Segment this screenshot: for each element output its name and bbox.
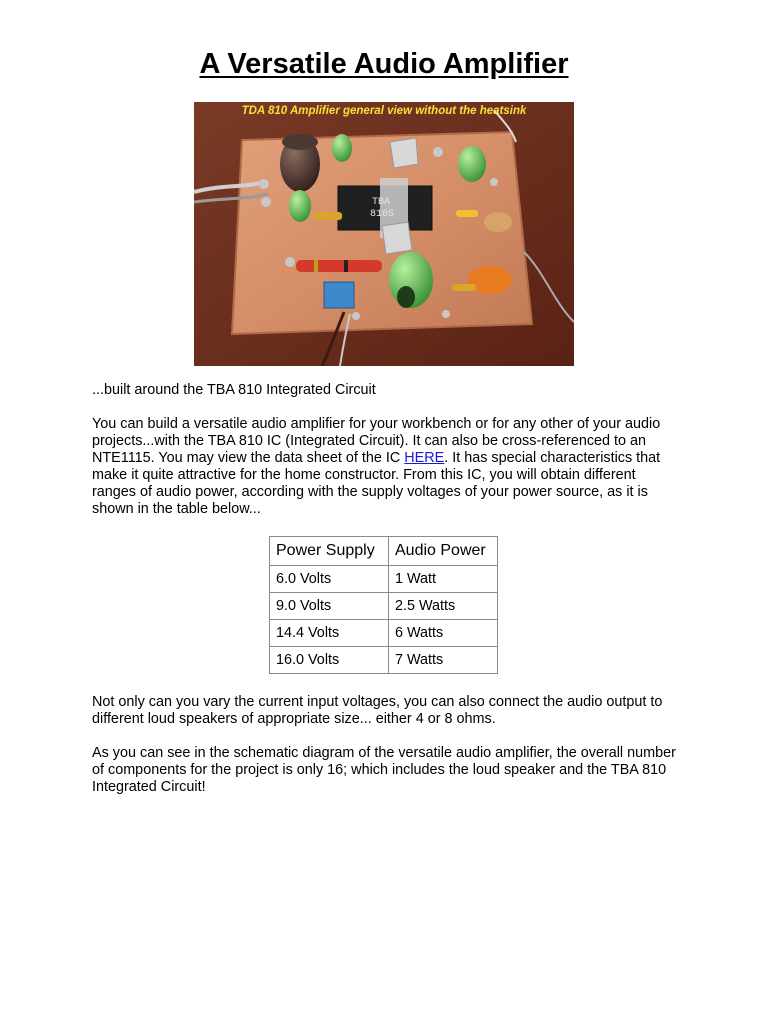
cell-audio-power: 2.5 Watts	[389, 593, 498, 620]
cell-audio-power: 7 Watts	[389, 647, 498, 674]
chip-marking: TBA	[372, 197, 391, 208]
paragraph-text-cont: . It has special characteristics that make it quite attractive for the home constructor. From this IC, you will obtain different ranges of audio power, according with the supply voltages of your power source, as it is shown in the table below...	[92, 450, 661, 517]
paragraph-components: As you can see in the schematic diagram of the versatile audio amplifier, the overall number of components for the project is only 16; which includes the loud speaker and the TBA 810 Integrated Circuit!	[92, 745, 676, 795]
chip-marking-2: 810S	[370, 209, 395, 220]
table-row	[270, 647, 498, 674]
photo-caption: TDA 810 Amplifier general view without the heatsink	[241, 105, 527, 117]
table-row	[270, 593, 498, 620]
column-header-power-supply: Power Supply	[270, 537, 389, 566]
cell-power-supply: 9.0 Volts	[270, 593, 389, 620]
paragraph-intro	[92, 416, 680, 518]
paragraph-speakers: Not only can you vary the current input voltages, you can also connect the audio output to different loud speakers of appropriate size... either 4 or 8 ohms.	[92, 694, 663, 727]
page-title: A Versatile Audio Amplifier	[199, 48, 569, 80]
paragraph-text: You can build a versatile audio amplifier for your workbench or for any other of your audio projects...with the TBA 810 IC (Integrated Circuit). It can also be cross-referenced to an NTE1115. You may view the data sheet of the IC	[92, 416, 661, 466]
cell-power-supply: 14.4 Volts	[270, 620, 389, 647]
cell-power-supply: 16.0 Volts	[270, 647, 389, 674]
intro-line: ...built around the TBA 810 Integrated Circuit	[92, 382, 376, 398]
cell-power-supply: 6.0 Volts	[270, 566, 389, 593]
datasheet-link[interactable]: HERE	[404, 450, 445, 466]
amplifier-board-image	[194, 102, 574, 366]
table-row	[270, 620, 498, 647]
column-header-audio-power: Audio Power	[389, 537, 498, 566]
cell-audio-power: 1 Watt	[389, 566, 498, 593]
amplifier-photo	[194, 102, 574, 366]
cell-audio-power: 6 Watts	[389, 620, 498, 647]
power-table	[269, 536, 498, 674]
table-row	[270, 566, 498, 593]
table-header-row	[270, 537, 498, 566]
